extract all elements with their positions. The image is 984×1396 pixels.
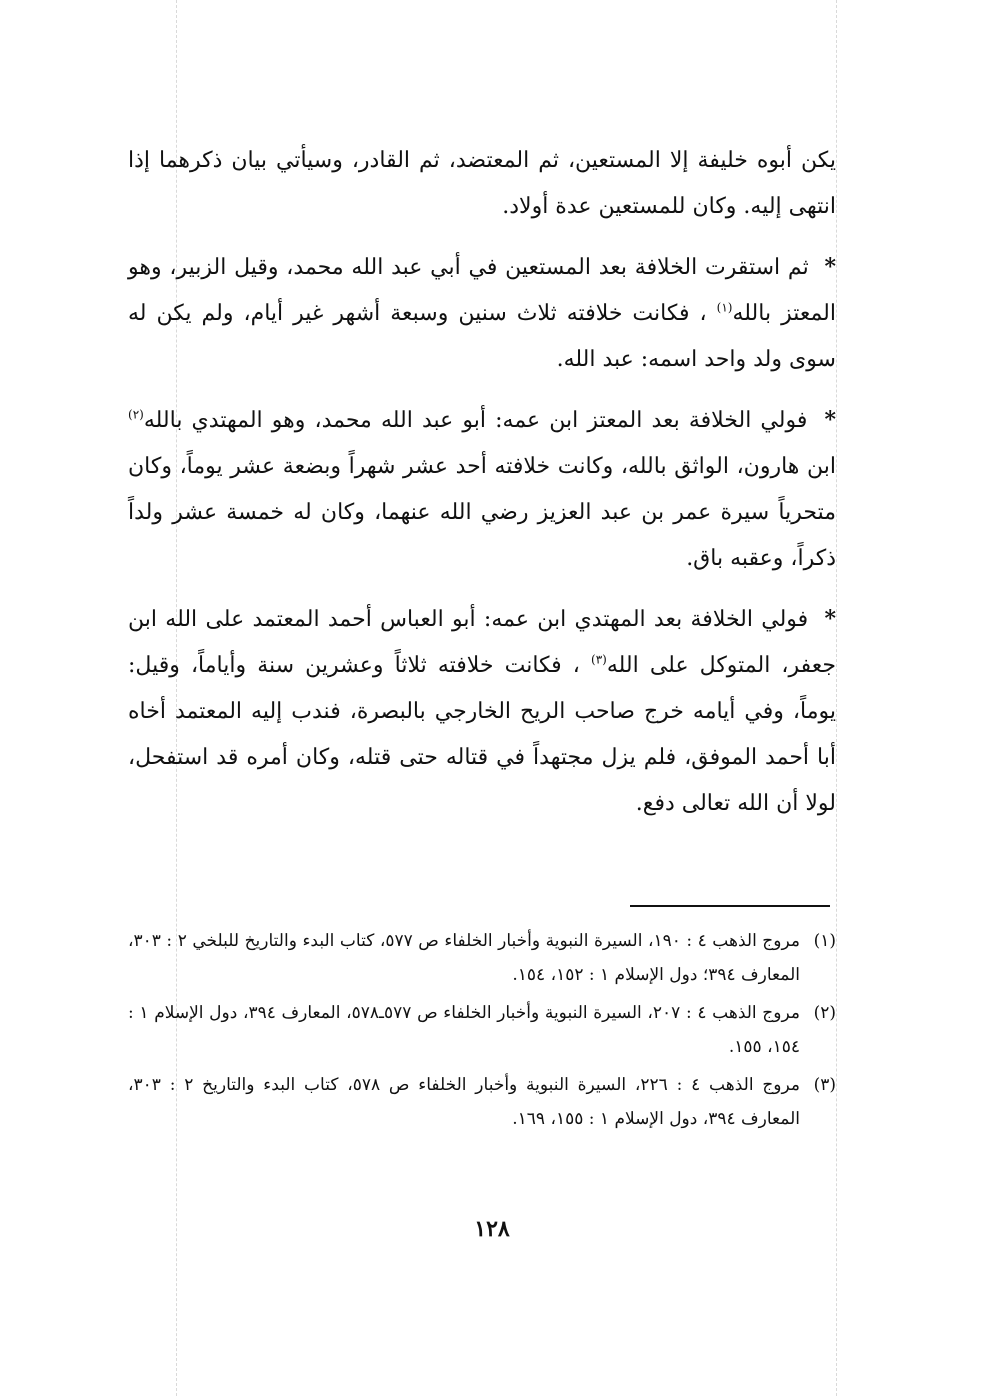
footnote-text: مروج الذهب ٤ : ٢٢٦، السيرة النبوية وأخبار الخلفاء ص ٥٧٨، كتاب البدء والتاريخ ٢ : ٣٠٣، المعارف ٣٩٤، دول الإسلام ١ : ١٥٥، ١٦٩. [128, 1075, 800, 1129]
paragraph-1 [128, 138, 836, 230]
footnote-reference-3[interactable]: (٣) [591, 652, 607, 667]
paragraph-3 [128, 397, 836, 582]
footnotes [128, 924, 836, 1140]
paragraph-3-text-start: فولي الخلافة بعد المعتز ابن عمه: أبو عبد الله محمد، وهو المهتدي بالله [143, 408, 808, 433]
paragraph-3-text-end: ابن هارون، الواثق بالله، وكانت خلافته أحد عشر شهراً وبضعة عشر يوماً، وكان متحرياً سيرة عمر بن عبد العزيز رضي الله عنهما، وكان له خمسة عشر ولداً ذكراً، وعقبه باق. [128, 454, 836, 571]
star-marker: * [824, 254, 836, 280]
footnote-number: (١) [813, 931, 836, 951]
paragraph-2 [128, 244, 836, 383]
footnote-reference-2[interactable]: (٢) [128, 407, 144, 422]
star-marker: * [824, 606, 836, 632]
footnote-number: (٣) [813, 1075, 836, 1095]
footnote-3 [128, 1068, 836, 1136]
footnote-2 [128, 996, 836, 1064]
paragraph-2-text-start: ثم استقرت الخلافة بعد المستعين في أبي عبد الله محمد، وقيل الزبير، وهو المعتز بالله [128, 255, 836, 326]
paragraph-4 [128, 596, 836, 827]
footnote-number: (٢) [813, 1003, 836, 1023]
page-number: ١٢٨ [474, 1216, 510, 1242]
paragraph-4-text-end: ، فكانت خلافته ثلاثاً وعشرين سنة وأياماً، وقيل: يوماً، وفي أيامه خرج صاحب الريح الخارجي بالبصرة، فندب إليه المعتمد أخاه أبا أحمد الموفق، فلم يزل مجتهداً في قتاله حتى قتله، وكان أمره قد استفحل، لولا أن الله تعالى دفع. [128, 653, 836, 816]
page-fold-guide-right [836, 0, 837, 1396]
paragraph-4-text-start: فولي الخلافة بعد المهتدي ابن عمه: أبو العباس أحمد المعتمد على الله ابن جعفر، المتوكل على الله [128, 607, 837, 678]
footnote-reference-1[interactable]: (١) [716, 300, 733, 315]
footnote-separator [630, 905, 830, 907]
main-text [128, 138, 836, 841]
paragraph-1-text: يكن أبوه خليفة إلا المستعين، ثم المعتضد، ثم القادر، وسيأتي بيان ذكرهما إذا انتهى إليه. وكان للمستعين عدة أولاد. [128, 148, 836, 219]
paragraph-2-text-end: ، فكانت خلافته ثلاث سنين وسبعة أشهر غير أيام، ولم يكن له سوى ولد واحد اسمه: عبد الله. [128, 301, 836, 372]
star-marker: * [824, 407, 836, 433]
footnote-text: مروج الذهب ٤ : ٢٠٧، السيرة النبوية وأخبار الخلفاء ص ٥٧٧ـ٥٧٨، المعارف ٣٩٤، دول الإسلام ١ : ١٥٤، ١٥٥. [128, 1003, 800, 1057]
footnote-text: مروج الذهب ٤ : ١٩٠، السيرة النبوية وأخبار الخلفاء ص ٥٧٧، كتاب البدء والتاريخ للبلخي ٢ : ٣٠٣، المعارف ٣٩٤؛ دول الإسلام ١ : ١٥٢، ١٥٤. [128, 931, 800, 985]
footnote-1 [128, 924, 836, 992]
